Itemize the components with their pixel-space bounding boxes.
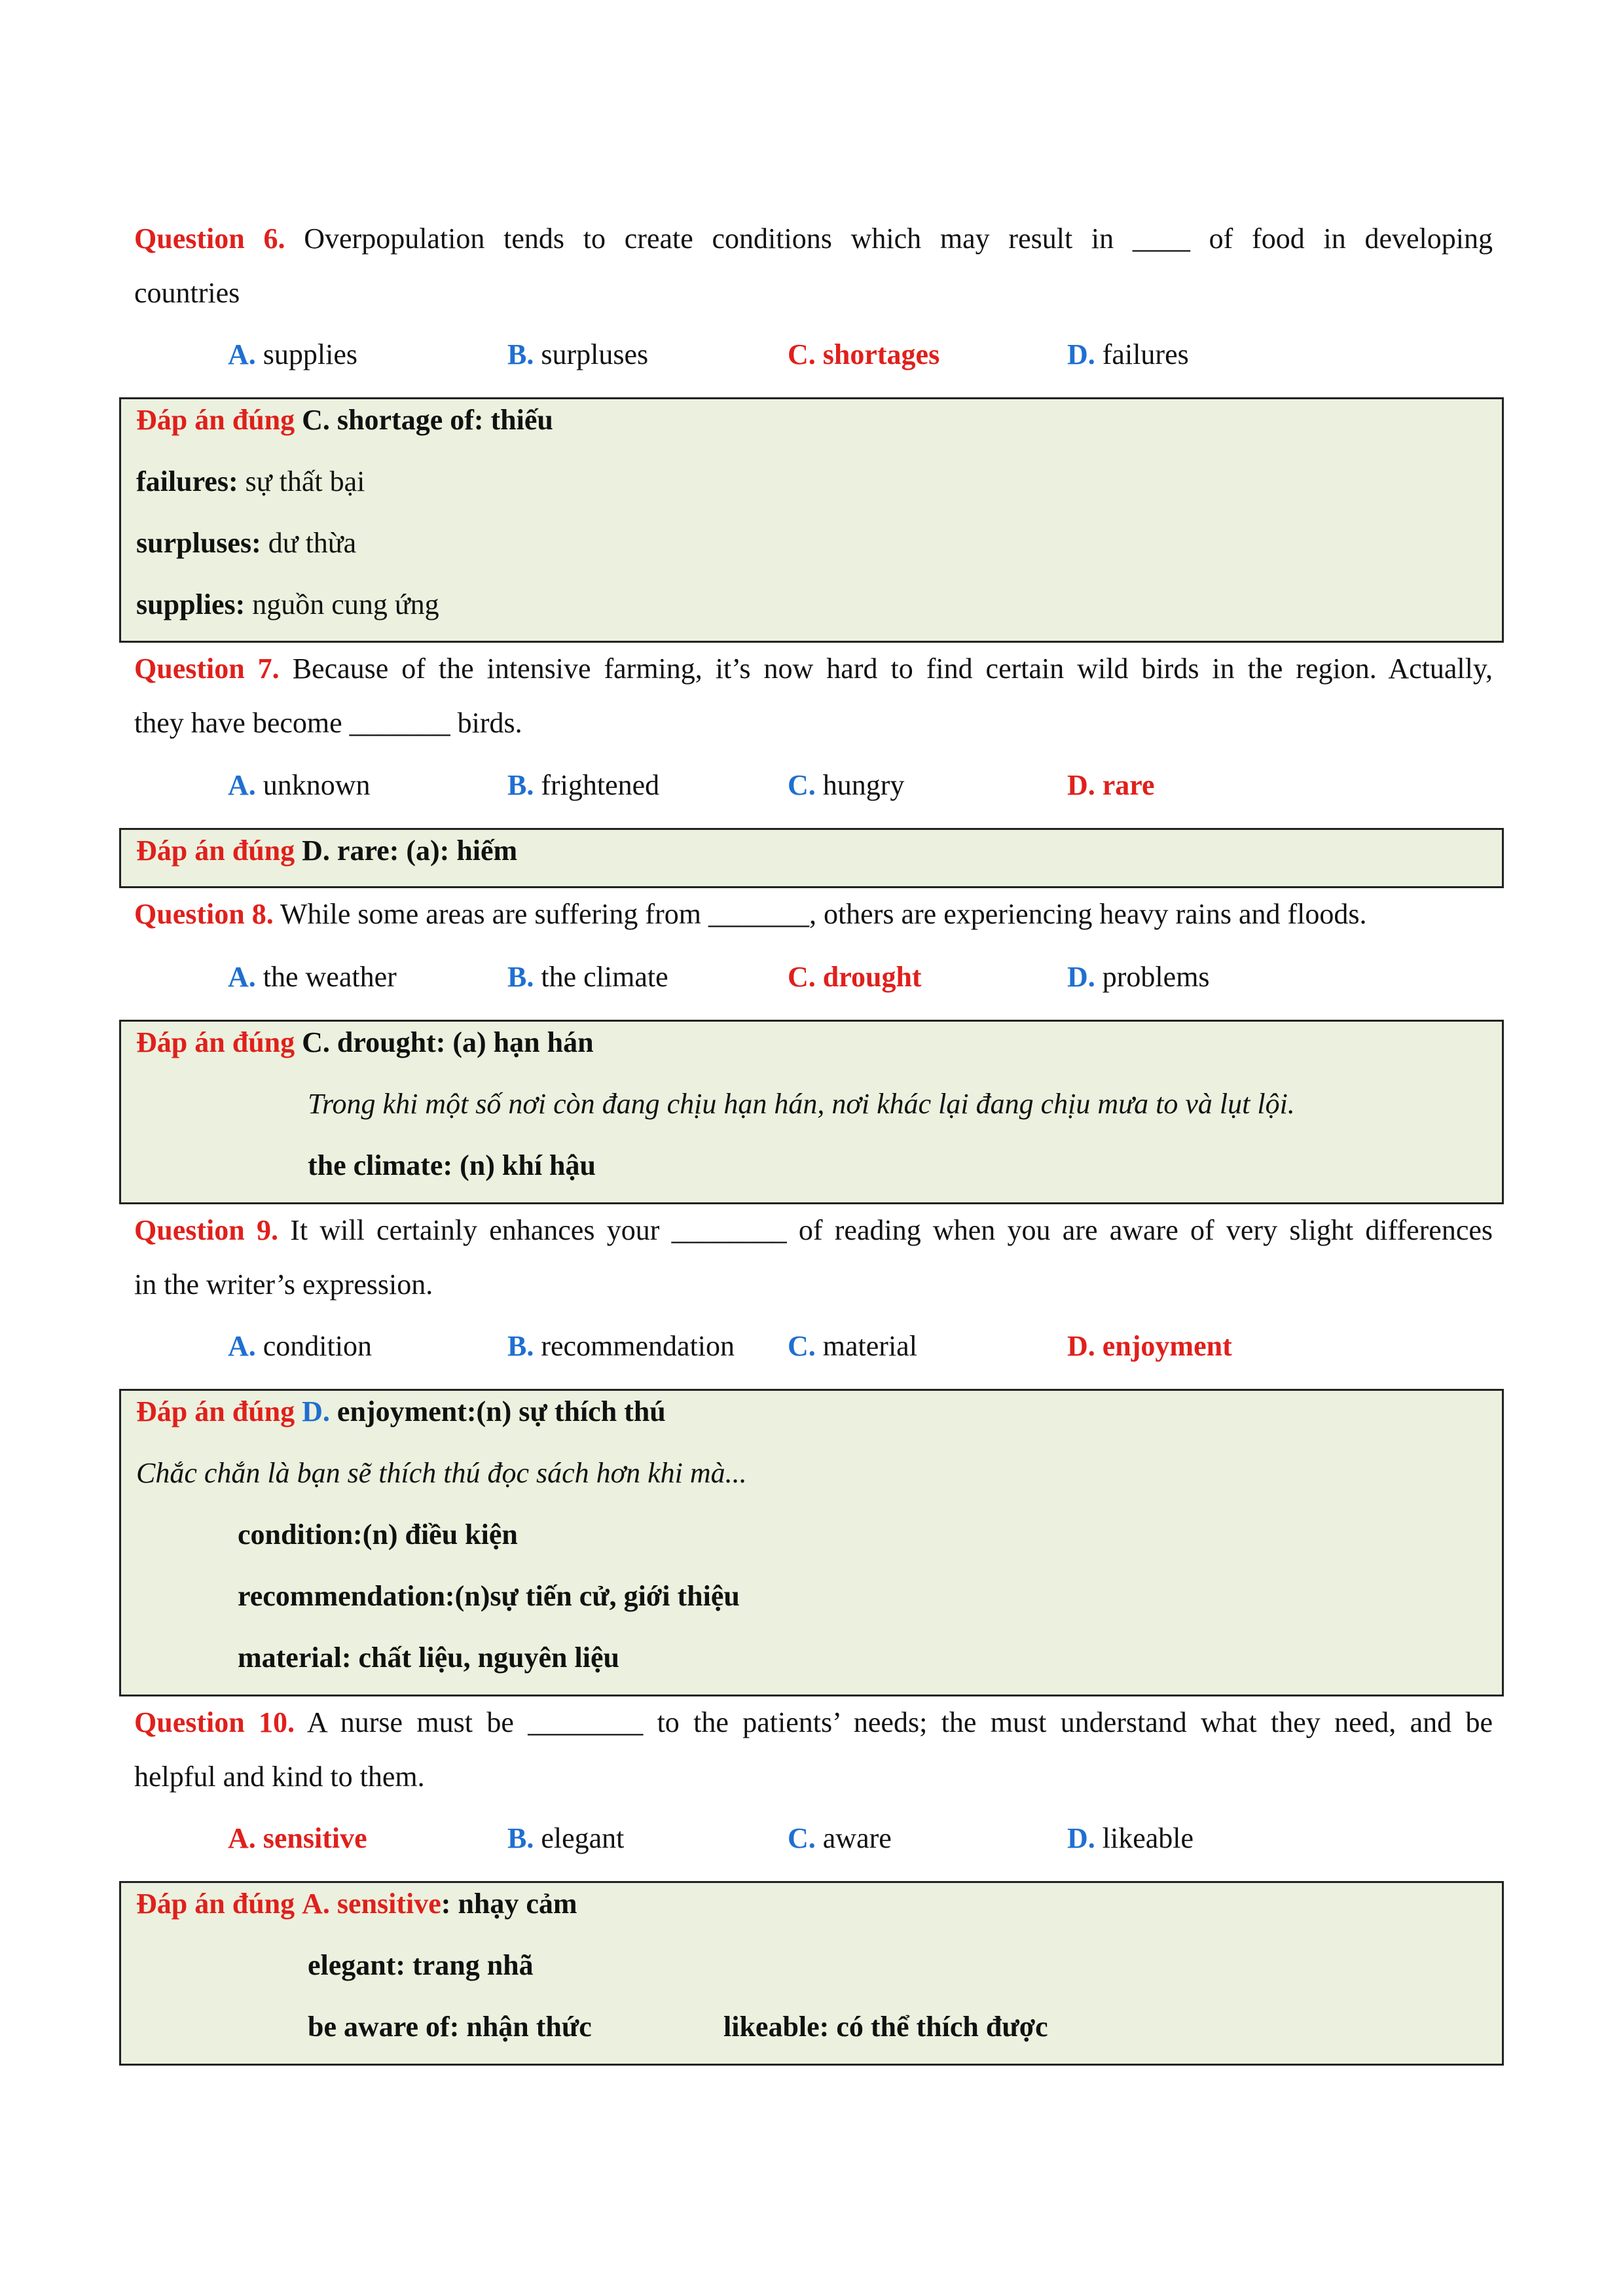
- q10-answer-line-1: elegant: trang nhã: [308, 1949, 534, 1981]
- q9-answer-line-3: material: chất liệu, nguyên liệu: [238, 1641, 619, 1674]
- q10-option-b[interactable]: B. elegant: [507, 1822, 625, 1854]
- question-10-label: Question 10.: [134, 1706, 295, 1738]
- q9-answer-line-2: recommendation:(n)sự tiến cử, giới thiệu: [238, 1580, 740, 1612]
- q9-answer-translation: Chắc chắn là bạn sẽ thích thú đọc sách hơn khi mà...: [136, 1457, 747, 1489]
- q7-option-a[interactable]: A. unknown: [228, 769, 371, 801]
- q6-answer-line-2: surpluses: dư thừa: [136, 527, 357, 559]
- q9-answer-head: Đáp án đúng D. enjoyment:(n) sự thích thú: [136, 1395, 666, 1427]
- question-6-label: Question 6.: [134, 223, 285, 255]
- question-9-line-2: in the writer’s expression.: [134, 1268, 433, 1300]
- q7-answer-box: [119, 828, 1504, 888]
- q8-option-b[interactable]: B. the climate: [507, 961, 668, 993]
- question-7-text: Because of the intensive farming, it’s now hard to find certain wild birds in the region. Actually,: [292, 653, 1493, 685]
- q6-option-b[interactable]: B. surpluses: [507, 338, 649, 370]
- question-6-line-1: [134, 219, 1493, 259]
- q6-answer-head: Đáp án đúng C. shortage of: thiếu: [136, 404, 553, 436]
- question-6-line-2: countries: [134, 277, 240, 309]
- q6-option-a[interactable]: A. supplies: [228, 338, 358, 370]
- q10-answer-head: Đáp án đúng A. sensitive: nhạy cảm: [136, 1888, 577, 1920]
- q9-option-d-correct[interactable]: D. enjoyment: [1067, 1330, 1232, 1362]
- q10-answer-box: [119, 1881, 1504, 2066]
- question-10-line-2: helpful and kind to them.: [134, 1761, 425, 1793]
- q8-option-c-correct[interactable]: C. drought: [788, 961, 922, 993]
- q9-answer-box: [119, 1389, 1504, 1696]
- q9-option-c[interactable]: C. material: [788, 1330, 917, 1362]
- q7-option-d-correct[interactable]: D. rare: [1067, 769, 1155, 801]
- q6-answer-box: [119, 397, 1504, 643]
- question-6-text: Overpopulation tends to create conditions which may result in ____ of food in developing: [304, 223, 1493, 255]
- question-7-line-2: they have become _______ birds.: [134, 707, 522, 739]
- q9-option-a[interactable]: A. condition: [228, 1330, 372, 1362]
- question-9-text: It will certainly enhances your ________ of reading when you are aware of very slight differences: [290, 1214, 1493, 1246]
- question-8-line-1: [134, 895, 1493, 934]
- q6-answer-line-3: supplies: nguồn cung ứng: [136, 588, 439, 620]
- q10-option-c[interactable]: C. aware: [788, 1822, 892, 1854]
- question-9-line-1: [134, 1211, 1493, 1250]
- question-10-text: A nurse must be ________ to the patients’ needs; the must understand what they need, and be: [307, 1706, 1493, 1738]
- q6-answer-line-1: failures: sự thất bại: [136, 465, 365, 497]
- q10-option-d[interactable]: D. likeable: [1067, 1822, 1194, 1854]
- q7-option-b[interactable]: B. frightened: [507, 769, 660, 801]
- question-7-label: Question 7.: [134, 653, 280, 685]
- q8-answer-head: Đáp án đúng C. drought: (a) hạn hán: [136, 1026, 594, 1058]
- q6-option-d[interactable]: D. failures: [1067, 338, 1189, 370]
- question-8-label: Question 8.: [134, 898, 274, 930]
- question-7-line-1: [134, 649, 1493, 689]
- q6-option-c-correct[interactable]: C. shortages: [788, 338, 940, 370]
- q10-answer-line-2b: likeable: có thể thích được: [723, 2011, 1048, 2043]
- q10-answer-line-2a: be aware of: nhận thức: [308, 2011, 592, 2043]
- q8-option-a[interactable]: A. the weather: [228, 961, 397, 993]
- question-10-line-1: [134, 1703, 1493, 1742]
- q8-answer-extra: the climate: (n) khí hậu: [308, 1149, 596, 1181]
- q7-answer-head: Đáp án đúng D. rare: (a): hiếm: [136, 834, 518, 867]
- q8-option-d[interactable]: D. problems: [1067, 961, 1210, 993]
- question-9-label: Question 9.: [134, 1214, 278, 1246]
- q8-answer-translation: Trong khi một số nơi còn đang chịu hạn hán, nơi khác lại đang chịu mưa to và lụt lội.: [308, 1088, 1295, 1120]
- q7-option-c[interactable]: C. hungry: [788, 769, 905, 801]
- question-8-text: While some areas are suffering from _______, others are experiencing heavy rains and floods.: [280, 898, 1367, 930]
- q8-answer-box: [119, 1020, 1504, 1204]
- q9-option-b[interactable]: B. recommendation: [507, 1330, 735, 1362]
- q9-answer-line-1: condition:(n) điều kiện: [238, 1518, 518, 1551]
- q10-option-a-correct[interactable]: A. sensitive: [228, 1822, 367, 1854]
